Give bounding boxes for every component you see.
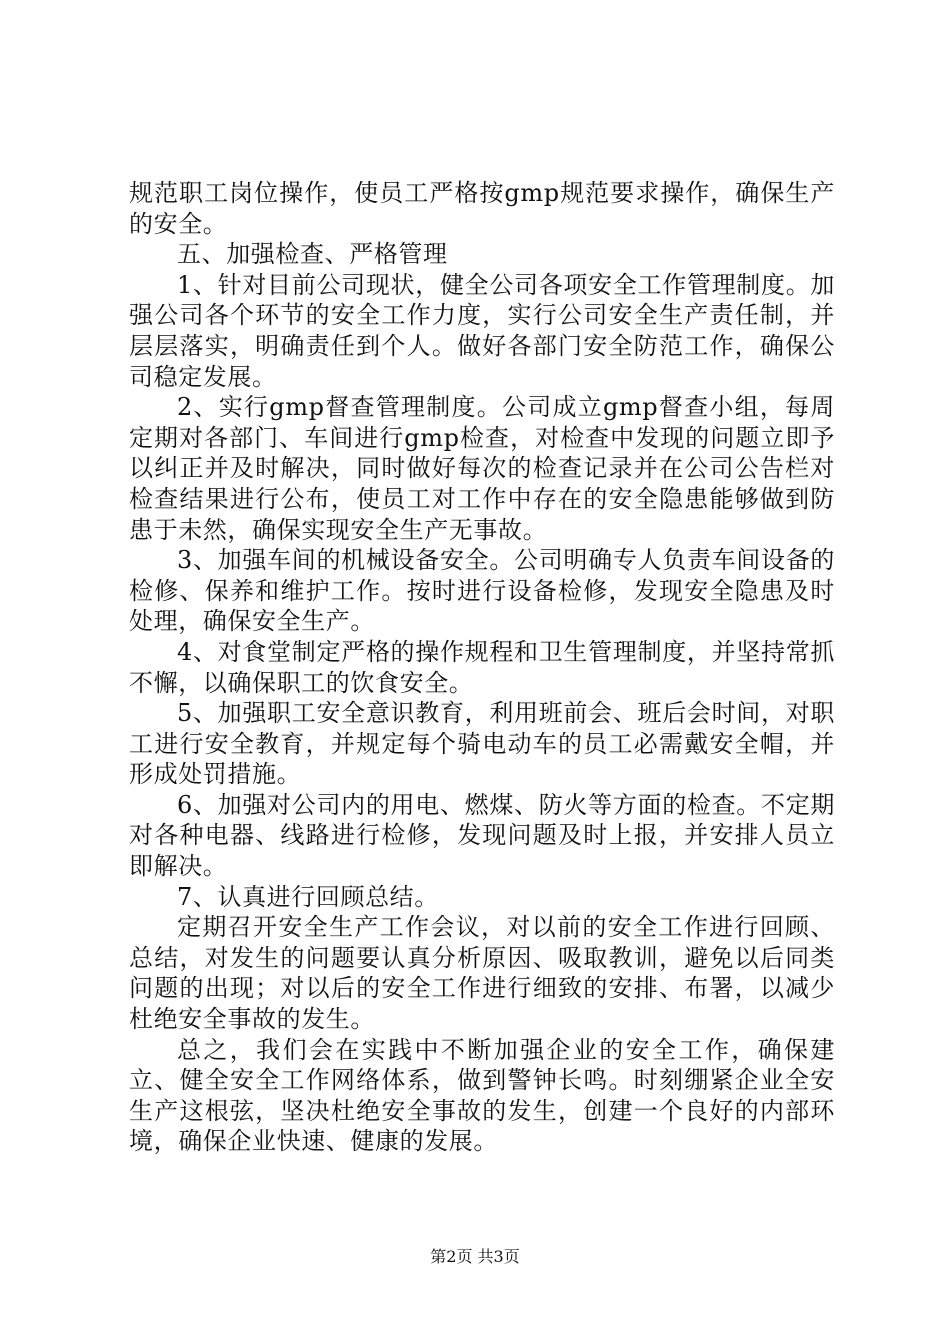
page-number-footer: 第2页 共3页 — [430, 1247, 520, 1266]
paragraph-continuation: 规范职工岗位操作，使员工严格按gmp规范要求操作，确保生产的安全。 — [129, 179, 835, 238]
paragraph-item-7: 7、认真进行回顾总结。 — [177, 882, 439, 911]
paragraph-item-6: 6、加强对公司内的用电、燃煤、防火等方面的检查。不定期对各种电器、线路进行检修，发现问题及时上报，并安排人员立即解决。 — [129, 790, 835, 881]
paragraph-review-meeting: 定期召开安全生产工作会议，对以前的安全工作进行回顾、总结，对发生的问题要认真分析原因、吸取教训，避免以后同类问题的出现；对以后的安全工作进行细致的安排、布署，以减少杜绝安全事故的发生。 — [129, 913, 835, 1034]
section-heading: 五、加强检查、严格管理 — [177, 240, 448, 269]
document-body — [129, 178, 835, 1157]
paragraph-item-5: 5、加强职工安全意识教育，利用班前会、班后会时间，对职工进行安全教育，并规定每个骑电动车的员工必需戴安全帽，并形成处罚措施。 — [129, 699, 835, 789]
paragraph-item-3: 3、加强车间的机械设备安全。公司明确专人负责车间设备的检修、保养和维护工作。按时进行设备检修，发现安全隐患及时处理，确保安全生产。 — [129, 546, 835, 636]
paragraph-item-4: 4、对食堂制定严格的操作规程和卫生管理制度，并坚持常抓不懈，以确保职工的饮食安全。 — [129, 637, 835, 697]
paragraph-conclusion: 总之，我们会在实践中不断加强企业的安全工作，确保建立、健全安全工作网络体系，做到警钟长鸣。时刻绷紧企业全安生产这根弦，坚决杜绝安全事故的发生，创建一个良好的内部环境，确保企业快速、健康的发展。 — [129, 1035, 835, 1156]
paragraph-item-1: 1、针对目前公司现状，健全公司各项安全工作管理制度。加强公司各个环节的安全工作力度，实行公司安全生产责任制，并层层落实，明确责任到个人。做好各部门安全防范工作，确保公司稳定发展。 — [129, 270, 835, 391]
paragraph-item-2: 2、实行gmp督查管理制度。公司成立gmp督查小组，每周定期对各部门、车间进行gmp检查，对检查中发现的问题立即予以纠正并及时解决，同时做好每次的检查记录并在公司公告栏对检查结果进行公布，使员工对工作中存在的安全隐患能够做到防患于未然，确保实现安全生产无事故。 — [129, 393, 835, 544]
